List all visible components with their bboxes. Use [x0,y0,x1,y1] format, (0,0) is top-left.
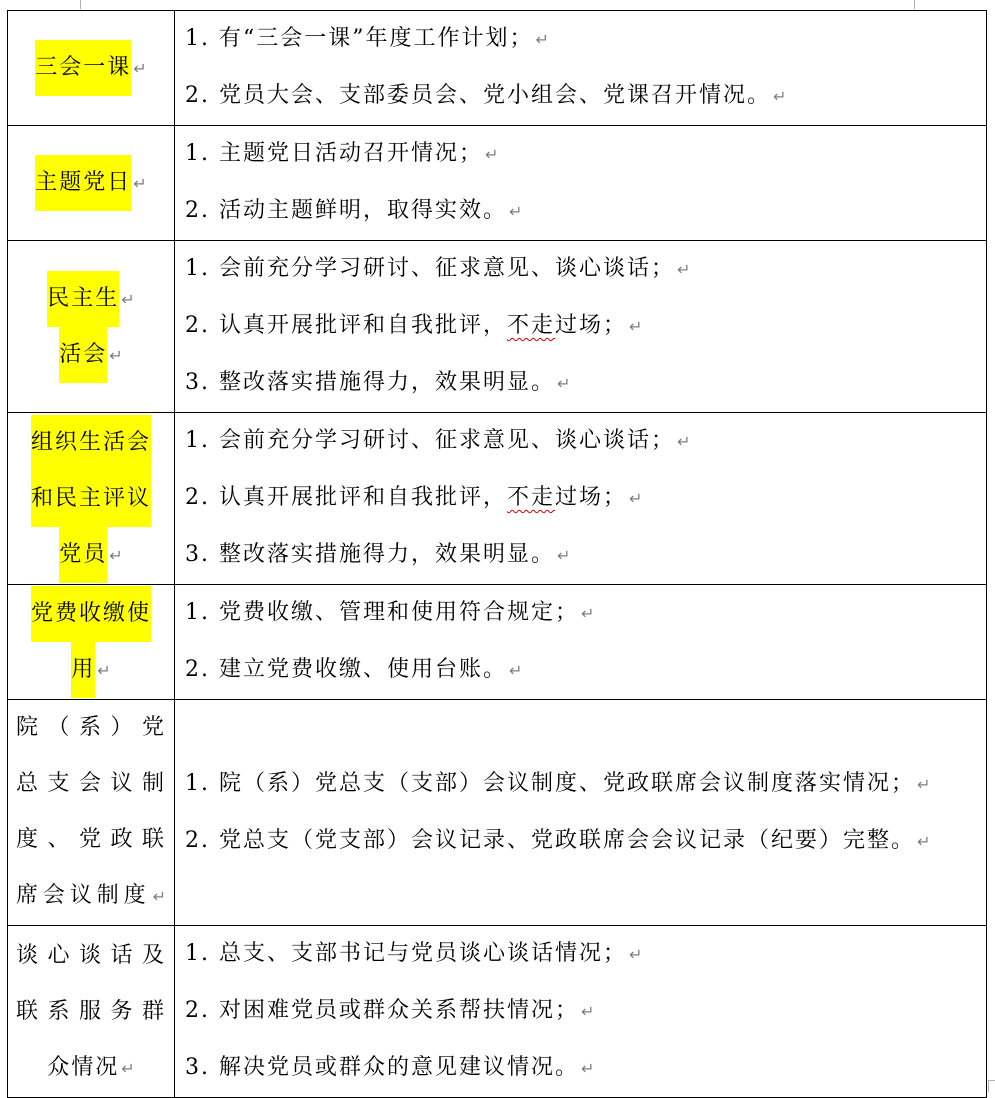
items-cell [175,11,987,126]
category-label: 度、党政联 [16,827,166,852]
list-item: 1. 院（系）党总支（支部）会议制度、党政联席会议制度落实情况； ↵ [185,770,931,796]
list-item: 1. 会前充分学习研讨、征求意见、谈心谈话； ↵ [185,428,691,453]
category-cell [8,413,175,585]
category-label: 党费收缴使 [31,586,151,642]
items-cell [175,700,987,926]
paragraph-mark-icon: ↵ [581,604,595,623]
list-item: 2. 党总支（党支部）会议记录、党政联席会会议记录（纪要）完整。 ↵ [185,827,931,853]
category-cell [8,700,175,926]
paragraph-mark-icon: ↵ [629,317,643,336]
table-row [8,585,987,700]
list-item: 1. 会前充分学习研讨、征求意见、谈心谈话； ↵ [185,256,691,281]
paragraph-mark-icon: ↵ [581,1002,595,1021]
spellcheck-underline[interactable]: 不走 [506,313,555,338]
list-item: 1. 有“三会一课”年度工作计划； ↵ [185,26,549,51]
items-cell [175,926,987,1098]
table-row [8,413,987,585]
category-cell [8,585,175,700]
paragraph-mark-icon: ↵ [152,887,166,906]
category-cell [8,126,175,241]
table-row [8,241,987,413]
paragraph-mark-icon: ↵ [109,345,123,365]
category-label: 三会一课 [35,40,131,96]
paragraph-mark-icon: ↵ [917,774,931,794]
list-item: 2. 活动主题鲜明，取得实效。 ↵ [185,198,523,223]
paragraph-mark-icon: ↵ [557,374,571,393]
list-item: 1. 总支、支部书记与党员谈心谈话情况； ↵ [185,941,643,966]
items-cell [175,413,987,585]
category-label: 用 [71,642,95,698]
paragraph-mark-icon: ↵ [133,174,147,193]
category-label: 院（系）党 [16,715,166,740]
list-item: 2. 党员大会、支部委员会、党小组会、党课召开情况。 ↵ [185,83,787,108]
category-cell [8,11,175,126]
crop-mark-top-left [80,0,81,9]
list-item: 1. 主题党日活动召开情况； ↵ [185,141,499,166]
category-cell [8,926,175,1098]
list-item: 3. 整改落实措施得力，效果明显。 ↵ [185,370,571,395]
paragraph-mark-icon: ↵ [508,202,523,221]
checklist-table [7,10,987,1098]
category-label: 谈心谈话及 [16,942,166,968]
category-label: 组织生活会 [31,415,151,471]
list-item: 2. 对困难党员或群众关系帮扶情况； ↵ [185,998,595,1023]
items-cell [175,585,987,700]
paragraph-mark-icon: ↵ [121,1058,135,1078]
category-label: 众情况 [47,1054,120,1080]
category-label: 总支会议制 [16,771,166,796]
paragraph-mark-icon: ↵ [535,30,549,49]
category-label: 主题党日 [35,155,131,211]
paragraph-mark-icon: ↵ [581,1059,595,1078]
category-label: 和民主评议 [31,471,151,527]
table-row [8,926,987,1098]
list-item: 2. 认真开展批评和自我批评，不走过场； ↵ [185,485,643,510]
category-cell [8,241,175,413]
category-label: 党员 [59,527,107,583]
table-row [8,126,987,241]
paragraph-mark-icon: ↵ [508,661,523,680]
category-label: 联系服务群 [16,998,166,1024]
items-cell [175,241,987,413]
crop-mark-top-right [914,0,915,9]
list-item: 3. 解决党员或群众的意见建议情况。 ↵ [185,1055,595,1080]
paragraph-mark-icon: ↵ [121,289,135,309]
paragraph-mark-icon: ↵ [484,145,499,164]
list-item: 2. 建立党费收缴、使用台账。 ↵ [185,657,523,682]
paragraph-mark-icon: ↵ [677,432,691,451]
paragraph-mark-icon: ↵ [629,489,643,508]
paragraph-mark-icon: ↵ [629,945,643,964]
list-item: 2. 认真开展批评和自我批评，不走过场； ↵ [185,313,643,338]
paragraph-mark-icon: ↵ [109,545,123,565]
items-cell [175,126,987,241]
spellcheck-underline[interactable]: 不走 [506,485,555,510]
crop-mark-bottom-right-h [988,1080,995,1081]
paragraph-mark-icon: ↵ [557,546,571,565]
paragraph-mark-icon: ↵ [133,59,147,78]
paragraph-mark-icon: ↵ [97,661,111,680]
table-row [8,700,987,926]
paragraph-mark-icon: ↵ [773,87,787,106]
list-item: 1. 党费收缴、管理和使用符合规定； ↵ [185,600,595,625]
category-label: 活会 [59,327,107,383]
paragraph-mark-icon: ↵ [677,260,691,279]
paragraph-mark-icon: ↵ [917,831,931,851]
category-label: 民主生 [47,271,119,327]
category-label: 席会议制度 ↵ [16,883,166,908]
table-row [8,11,987,126]
crop-mark-bottom-right-v [988,1080,989,1092]
list-item: 3. 整改落实措施得力，效果明显。 ↵ [185,542,571,567]
